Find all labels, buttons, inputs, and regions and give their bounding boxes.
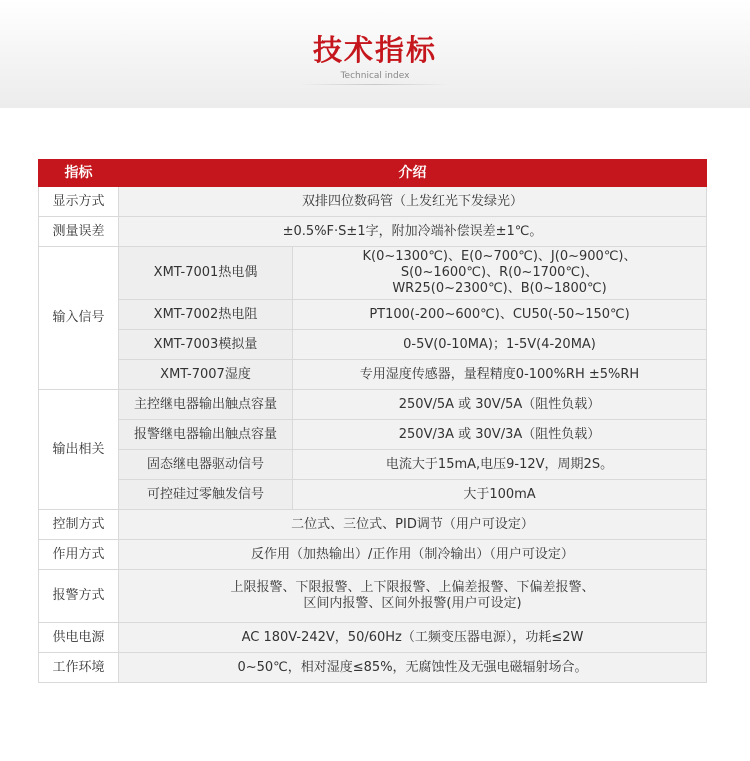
- row-key: 显示方式: [39, 187, 119, 217]
- table-row: [39, 653, 707, 683]
- row-key: 输出相关: [39, 390, 119, 510]
- table-row: [39, 450, 707, 480]
- value-line: 区间内报警、区间外报警(用户可设定): [303, 596, 522, 611]
- row-value: 0~50℃，相对湿度≤85%，无腐蚀性及无强电磁辐射场合。: [119, 653, 707, 683]
- row-key: 作用方式: [39, 540, 119, 570]
- header-intro: 介绍: [119, 160, 707, 187]
- row-value: [119, 570, 707, 623]
- row-key: 报警方式: [39, 570, 119, 623]
- row-key: 工作环境: [39, 653, 119, 683]
- row-key: 输入信号: [39, 247, 119, 390]
- row-sub-key: XMT-7003模拟量: [119, 330, 293, 360]
- table-row: [39, 187, 707, 217]
- row-value: PT100(-200~600℃)、CU50(-50~150℃): [293, 300, 707, 330]
- spec-table: [38, 159, 707, 683]
- row-sub-key: XMT-7001热电偶: [119, 247, 293, 300]
- row-sub-key: 主控继电器输出触点容量: [119, 390, 293, 420]
- page-header: [0, 0, 750, 108]
- row-value: 250V/5A 或 30V/5A（阻性负载）: [293, 390, 707, 420]
- row-value: 双排四位数码管（上发红光下发绿光）: [119, 187, 707, 217]
- row-key: 控制方式: [39, 510, 119, 540]
- row-value: 专用湿度传感器，量程精度0-100%RH ±5%RH: [293, 360, 707, 390]
- row-value: 反作用（加热输出）/正作用（制冷输出）（用户可设定）: [119, 540, 707, 570]
- table-header-row: [39, 160, 707, 187]
- row-value: AC 180V-242V，50/60Hz（工频变压器电源），功耗≤2W: [119, 623, 707, 653]
- table-row: [39, 570, 707, 623]
- table-row: [39, 300, 707, 330]
- table-row: [39, 217, 707, 247]
- page-subtitle: Technical index: [340, 71, 410, 81]
- page-title: 技术指标: [312, 33, 437, 67]
- table-row: [39, 510, 707, 540]
- row-sub-key: 可控硅过零触发信号: [119, 480, 293, 510]
- value-line: WR25(0~2300℃)、B(0~1800℃): [392, 281, 607, 296]
- row-sub-key: 报警继电器输出触点容量: [119, 420, 293, 450]
- table-row: [39, 247, 707, 300]
- header-index: 指标: [39, 160, 119, 187]
- table-row: [39, 623, 707, 653]
- row-sub-key: XMT-7007湿度: [119, 360, 293, 390]
- row-value: 大于100mA: [293, 480, 707, 510]
- row-value: 250V/3A 或 30V/3A（阻性负载）: [293, 420, 707, 450]
- table-row: [39, 540, 707, 570]
- table-row: [39, 360, 707, 390]
- table-row: [39, 330, 707, 360]
- row-value: 电流大于15mA,电压9-12V，周期2S。: [293, 450, 707, 480]
- row-key: 测量误差: [39, 217, 119, 247]
- table-row: [39, 390, 707, 420]
- row-value: [293, 247, 707, 300]
- row-sub-key: XMT-7002热电阻: [119, 300, 293, 330]
- row-key: 供电电源: [39, 623, 119, 653]
- value-line: S(0~1600℃)、R(0~1700℃)、: [400, 265, 599, 280]
- value-line: 上限报警、下限报警、上下限报警、上偏差报警、下偏差报警、: [230, 580, 595, 595]
- row-value: 二位式、三位式、PID调节（用户可设定）: [119, 510, 707, 540]
- table-row: [39, 420, 707, 450]
- title-divider: [300, 84, 450, 85]
- row-value: 0-5V(0-10MA)；1-5V(4-20MA): [293, 330, 707, 360]
- table-row: [39, 480, 707, 510]
- row-sub-key: 固态继电器驱动信号: [119, 450, 293, 480]
- value-line: K(0~1300℃)、E(0~700℃)、J(0~900℃)、: [362, 249, 637, 264]
- row-value: ±0.5%F·S±1字，附加冷端补偿误差±1℃。: [119, 217, 707, 247]
